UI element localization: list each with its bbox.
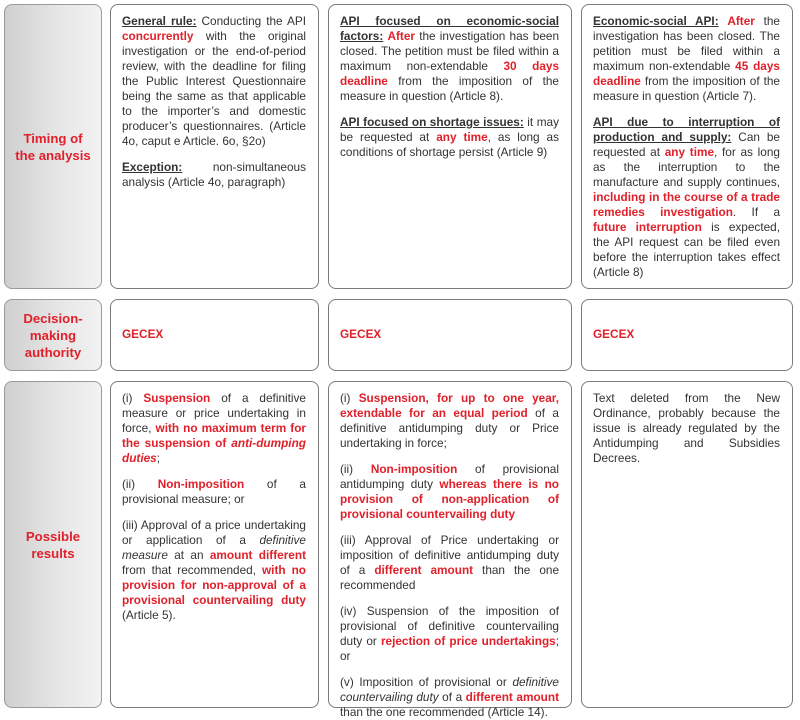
authority-cell-1	[110, 299, 319, 371]
text-segment: any time	[436, 130, 488, 144]
text-segment: 45 days deadline	[593, 59, 780, 88]
timing-col1-exception	[122, 160, 306, 190]
row-label-timing-text: Timing of the analysis	[15, 130, 91, 163]
authority-cell-2	[328, 299, 572, 371]
text-segment: different amount	[374, 563, 474, 577]
row-label-timing	[4, 4, 102, 289]
timing-cell-2	[328, 4, 572, 289]
text-segment: Exception:	[122, 160, 183, 174]
text-segment: Conducting the API	[196, 14, 306, 28]
text-segment: General rule:	[122, 14, 197, 28]
text-segment: (iii) Approval of a price undertaking or application of a	[122, 518, 306, 547]
text-segment: (ii)	[122, 477, 158, 491]
authority-col1: GECEX	[122, 327, 164, 341]
text-segment: definitive measure	[122, 533, 306, 562]
results-col2-item-2	[340, 462, 559, 522]
text-segment: with the original investigation or the end-of-period review, with the deadline for filing the Public Interest Questionnaire being the same as that applicable to the importer’s and domestic producer’s questionnaires. (Article 4o, caput e Article. 6o, §2o)	[122, 29, 306, 148]
text-segment: (ii)	[340, 462, 371, 476]
text-segment: from that recommended,	[122, 563, 262, 577]
text-segment: (iii) Approval of Price undertaking or imposition of definitive antidumping duty of a	[340, 533, 559, 577]
text-segment: Suspension	[143, 391, 211, 405]
text-segment: , as long as conditions of shortage persist (Article 9)	[340, 130, 559, 159]
authority-col3: GECEX	[593, 327, 635, 341]
text-segment: the investigation has been closed. The petition must be filed within a maximum non-extendable	[593, 14, 780, 73]
text-segment: amount different	[209, 548, 306, 562]
text-segment: (iv) Suspension of the imposition of provisional of definitive countervailing duty or	[340, 604, 559, 648]
text-segment: 30 days deadline	[340, 59, 560, 88]
text-segment: from the imposition of the measure in question (Article 7).	[593, 74, 780, 103]
authority-col2: GECEX	[340, 327, 382, 341]
timing-cell-3	[581, 4, 793, 289]
text-segment: any time	[664, 145, 715, 159]
text-segment: (v) Imposition of provisional or	[340, 675, 513, 689]
text-segment: Non-imposition	[370, 462, 458, 476]
text-segment: After	[727, 14, 755, 28]
results-cell-1	[110, 381, 319, 708]
text-segment: rejection of price undertakings	[380, 634, 556, 648]
text-segment: the investigation has been closed. The petition must be filed within a maximum non-extendable	[340, 29, 560, 73]
text-segment: including in the course of a trade remedies investigation	[593, 190, 780, 219]
text-segment: of a provisional measure; or	[122, 477, 306, 506]
timing-col1-general-rule	[122, 14, 306, 149]
text-segment: with no maximum term for the suspension of	[122, 421, 306, 450]
text-segment: Text deleted from the New Ordinance, probably because the issue is already regulated by the Antidumping and Subsidies Decrees.	[593, 391, 780, 465]
text-segment: of provisional antidumping duty	[340, 462, 559, 491]
text-segment: than the one recommended	[340, 563, 559, 592]
results-cell-2	[328, 381, 572, 719]
results-col2-item-5	[340, 675, 559, 720]
text-segment: from the imposition of the measure in question (Article 8).	[340, 74, 559, 103]
row-label-results	[4, 381, 102, 708]
text-segment: (i)	[122, 391, 144, 405]
text-segment: . If a	[732, 205, 781, 219]
text-segment: ; or	[340, 634, 560, 663]
text-segment: After	[387, 29, 415, 43]
text-segment: Suspension, for up to one year, extendable for an equal period	[340, 391, 559, 420]
timing-col3-interruption	[593, 115, 780, 280]
results-col2-item-4	[340, 604, 559, 664]
text-segment: Economic-social API:	[593, 14, 719, 28]
text-segment: at an	[167, 548, 210, 562]
text-segment: ;	[156, 451, 161, 465]
text-segment: Non-imposition	[157, 477, 245, 491]
text-segment: of a	[438, 690, 466, 704]
row-label-authority	[4, 299, 102, 371]
text-segment: it may be requested at	[340, 115, 559, 144]
text-segment: is expected, the API request can be filed even before the interruption takes effect (Article 8)	[593, 220, 780, 279]
text-segment: of a definitive measure or price undertaking in force,	[122, 391, 306, 435]
row-label-results-text: Possible results	[25, 528, 81, 561]
text-segment: (Article 5).	[122, 608, 176, 622]
results-col1-item-2	[122, 477, 306, 507]
text-segment: different amount	[465, 690, 559, 704]
text-segment: API focused on economic-social factors:	[340, 14, 559, 43]
text-segment: API focused on shortage issues:	[340, 115, 524, 129]
text-segment: API due to interruption of production and supply:	[593, 115, 780, 144]
results-col2-item-1	[340, 391, 559, 451]
text-segment: anti-dumping duties	[122, 436, 306, 465]
text-segment: definitive countervailing duty	[340, 675, 559, 704]
text-segment: whereas there is no provision of non-application of provisional countervailing duty	[340, 477, 559, 521]
timing-cell-1	[110, 4, 319, 289]
text-segment: Can be requested at	[593, 130, 780, 159]
text-segment: with no provision for non-approval of a provisional countervailing duty	[122, 563, 306, 607]
timing-col2-economic-social	[340, 14, 559, 104]
results-col1-item-3	[122, 518, 306, 623]
authority-cell-3	[581, 299, 793, 371]
text-segment: of a definitive antidumping duty or Price undertaking in force;	[340, 406, 559, 450]
text-segment: non-simultaneous analysis (Article 4o, paragraph)	[122, 160, 306, 189]
text-segment: than the one recommended (Article 14).	[340, 705, 548, 719]
timing-col3-economic-social	[593, 14, 780, 104]
results-col2-item-3	[340, 533, 559, 593]
text-segment: future interruption	[593, 220, 702, 234]
results-col1-item-1	[122, 391, 306, 466]
text-segment: , for as long as the interruption to the manufacture and supply continues,	[593, 145, 780, 189]
row-label-authority-text: Decision- making authority	[23, 310, 83, 360]
results-col3-note	[593, 391, 780, 466]
text-segment: concurrently	[122, 29, 194, 43]
text-segment: (i)	[340, 391, 359, 405]
results-cell-3	[581, 381, 793, 708]
timing-col2-shortage	[340, 115, 559, 160]
